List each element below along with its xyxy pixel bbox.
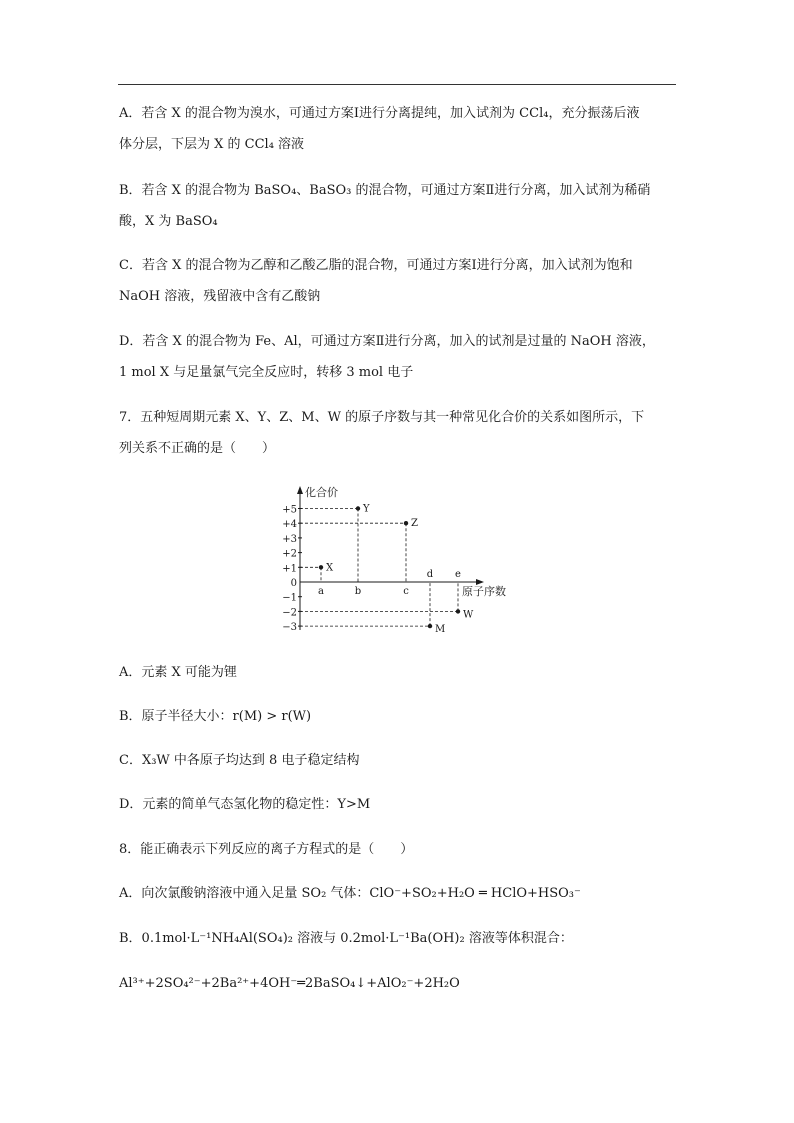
q6-option-d-line1: D．若含 X 的混合物为 Fe、Al，可通过方案Ⅱ进行分离，加入的试剂是过量的 NaOH 溶液， xyxy=(119,334,655,349)
y-axis-arrow xyxy=(297,486,303,494)
q8-stem: 8．能正确表示下列反应的离子方程式的是（ ） xyxy=(119,842,414,857)
y-tick-label: 0 xyxy=(290,578,297,589)
data-point xyxy=(404,521,408,525)
q7-option-b: B．原子半径大小：r(M) > r(W) xyxy=(119,709,312,724)
q6-option-a-line1: A．若含 X 的混合物为溴水，可通过方案Ⅰ进行分离提纯，加入试剂为 CCl₄，充分振荡后液 xyxy=(119,106,640,121)
q8-option-b-equation: Al³⁺+2SO₄²⁻+2Ba²⁺+4OH⁻═2BaSO₄↓+AlO₂⁻+2H₂O xyxy=(119,976,460,991)
x-tick-labels xyxy=(318,569,461,597)
q7-stem-line2: 列关系不正确的是（ ） xyxy=(119,441,276,456)
point-label: Z xyxy=(411,518,418,530)
point-label: W xyxy=(463,609,474,621)
y-tick-label: −3 xyxy=(282,622,297,634)
data-point xyxy=(456,609,460,613)
y-tick-label: +3 xyxy=(282,533,297,545)
valence-chart xyxy=(268,480,518,640)
point-label: M xyxy=(435,624,446,636)
y-tick-label: −1 xyxy=(282,592,297,604)
y-tick-labels xyxy=(282,505,302,634)
y-axis-label: 化合价 xyxy=(305,486,338,499)
valence-chart-svg xyxy=(268,480,518,640)
y-tick-label: +4 xyxy=(282,519,297,531)
q6-option-b-line2: 酸，X 为 BaSO₄ xyxy=(119,214,218,229)
x-tick-label: e xyxy=(455,569,461,580)
q8-option-b: B．0.1mol·L⁻¹NH₄Al(SO₄)₂ 溶液与 0.2mol·L⁻¹Ba(OH)₂ 溶液等体积混合： xyxy=(119,931,573,946)
y-tick-label: +1 xyxy=(282,563,297,575)
data-point xyxy=(428,624,432,628)
point-label: X xyxy=(326,562,334,574)
y-tick-label: −2 xyxy=(282,607,297,619)
q6-option-d-line2: 1 mol X 与足量氯气完全反应时，转移 3 mol 电子 xyxy=(119,365,414,380)
y-tick-label: +2 xyxy=(282,548,297,560)
q6-option-c-line1: C．若含 X 的混合物为乙醇和乙酸乙脂的混合物，可通过方案Ⅰ进行分离，加入试剂为饱和 xyxy=(119,258,633,273)
q7-stem-line1: 7．五种短周期元素 X、Y、Z、M、W 的原子序数与其一种常见化合价的关系如图所示，下 xyxy=(119,410,645,425)
header-rule xyxy=(118,84,676,85)
point-label: Y xyxy=(363,503,370,515)
x-axis-label: 原子序数 xyxy=(462,585,506,598)
x-tick-label: c xyxy=(403,586,409,597)
data-point xyxy=(356,506,360,510)
q8-option-a: A．向次氯酸钠溶液中通入足量 SO₂ 气体：ClO⁻+SO₂+H₂O ═ HClO+HSO₃⁻ xyxy=(119,886,581,901)
x-tick-label: d xyxy=(426,569,434,580)
q6-option-b-line1: B．若含 X 的混合物为 BaSO₄、BaSO₃ 的混合物，可通过方案Ⅱ进行分离，加入试剂为稀硝 xyxy=(119,183,651,198)
q6-option-a-line2: 体分层，下层为 X 的 CCl₄ 溶液 xyxy=(119,137,305,152)
q7-option-d: D．元素的简单气态氢化物的稳定性：Y>M xyxy=(119,797,371,812)
q7-option-c: C．X₃W 中各原子均达到 8 电子稳定结构 xyxy=(119,753,360,768)
data-point xyxy=(319,565,323,569)
chart-guides xyxy=(300,509,458,627)
y-tick-label: +5 xyxy=(282,504,297,516)
x-tick-label: b xyxy=(354,586,362,597)
q7-option-a: A．元素 X 可能为锂 xyxy=(119,665,237,680)
x-tick-label: a xyxy=(318,586,324,597)
q6-option-c-line2: NaOH 溶液，残留液中含有乙酸钠 xyxy=(119,289,321,304)
